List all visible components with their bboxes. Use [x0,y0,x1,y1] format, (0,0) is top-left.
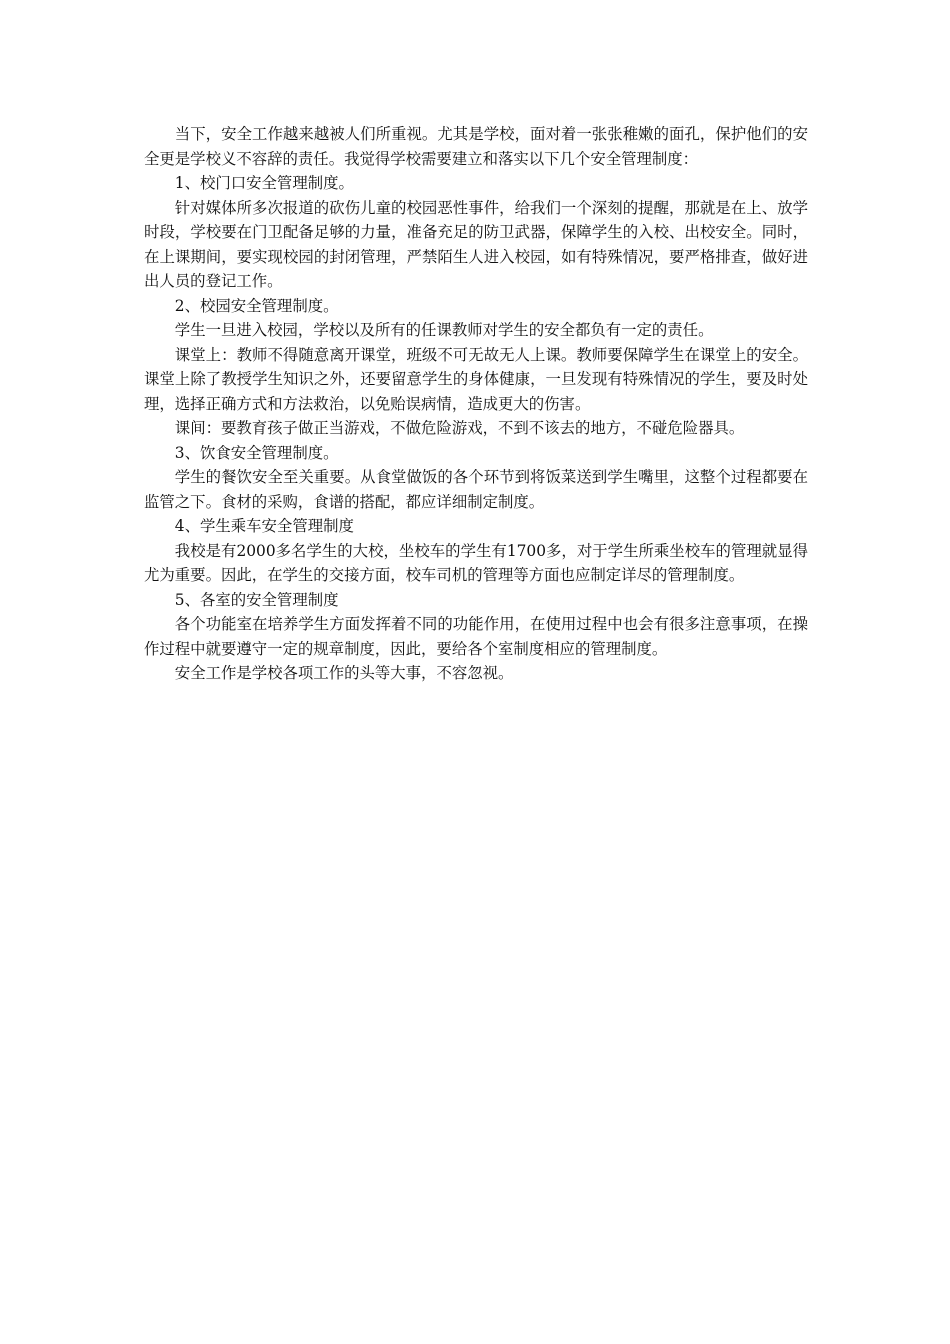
intro-paragraph: 当下，安全工作越来越被人们所重视。尤其是学校，面对着一张张稚嫩的面孔，保护他们的安全更是学校义不容辞的责任。我觉得学校需要建立和落实以下几个安全管理制度： [144,125,808,168]
paragraph-campus: 学生一旦进入校园，学校以及所有的任课教师对学生的安全都负有一定的责任。 [174,321,714,339]
paragraph-rooms: 各个功能室在培养学生方面发挥着不同的功能作用，在使用过程中也会有很多注意事项，在操作过程中就要遵守一定的规章制度，因此，要给各个室制度相应的管理制度。 [144,615,808,658]
section-heading-food: 3、饮食安全管理制度。 [174,443,339,462]
section-heading-bus: 4、学生乘车安全管理制度 [174,517,354,535]
paragraph-classroom: 课堂上：教师不得随意离开课堂，班级不可无故无人上课。教师要保障学生在课堂上的安全。课堂上除了教授学生知识之外，还要留意学生的身体健康，一旦发现有特殊情况的学生，要及时处理，选择正确方式和方法救治，以免贻误病情，造成更大的伤害。 [144,345,808,413]
paragraph-school-gate: 针对媒体所多次报道的砍伤儿童的校园恶性事件，给我们一个深刻的提醒，那就是在上、放学时段，学校要在门卫配备足够的力量，准备充足的防卫武器，保障学生的入校、出校安全。同时，在上课期间，要实现校园的封闭管理，严禁陌生人进入校园，如有特殊情况，要严格排查，做好进出人员的登记工作。 [144,198,808,290]
paragraph-bus: 我校是有2000多名学生的大校，坐校车的学生有1700多，对于学生所乘坐校车的管理就显得尤为重要。因此，在学生的交接方面，校车司机的管理等方面也应制定详尽的管理制度。 [144,541,808,584]
closing-paragraph: 安全工作是学校各项工作的头等大事，不容忽视。 [174,664,514,682]
paragraph-food: 学生的餐饮安全至关重要。从食堂做饭的各个环节到将饭菜送到学生嘴里，这整个过程都要在监管之下。食材的采购，食谱的搭配，都应详细制定制度。 [144,468,808,511]
paragraph-break-time: 课间：要教育孩子做正当游戏，不做危险游戏，不到不该去的地方，不碰危险器具。 [174,419,745,437]
document-body [144,122,808,686]
section-heading-campus: 2、校园安全管理制度。 [174,296,339,315]
section-heading-school-gate: 1、校门口安全管理制度。 [174,174,354,192]
section-heading-rooms: 5、各室的安全管理制度 [174,590,339,609]
